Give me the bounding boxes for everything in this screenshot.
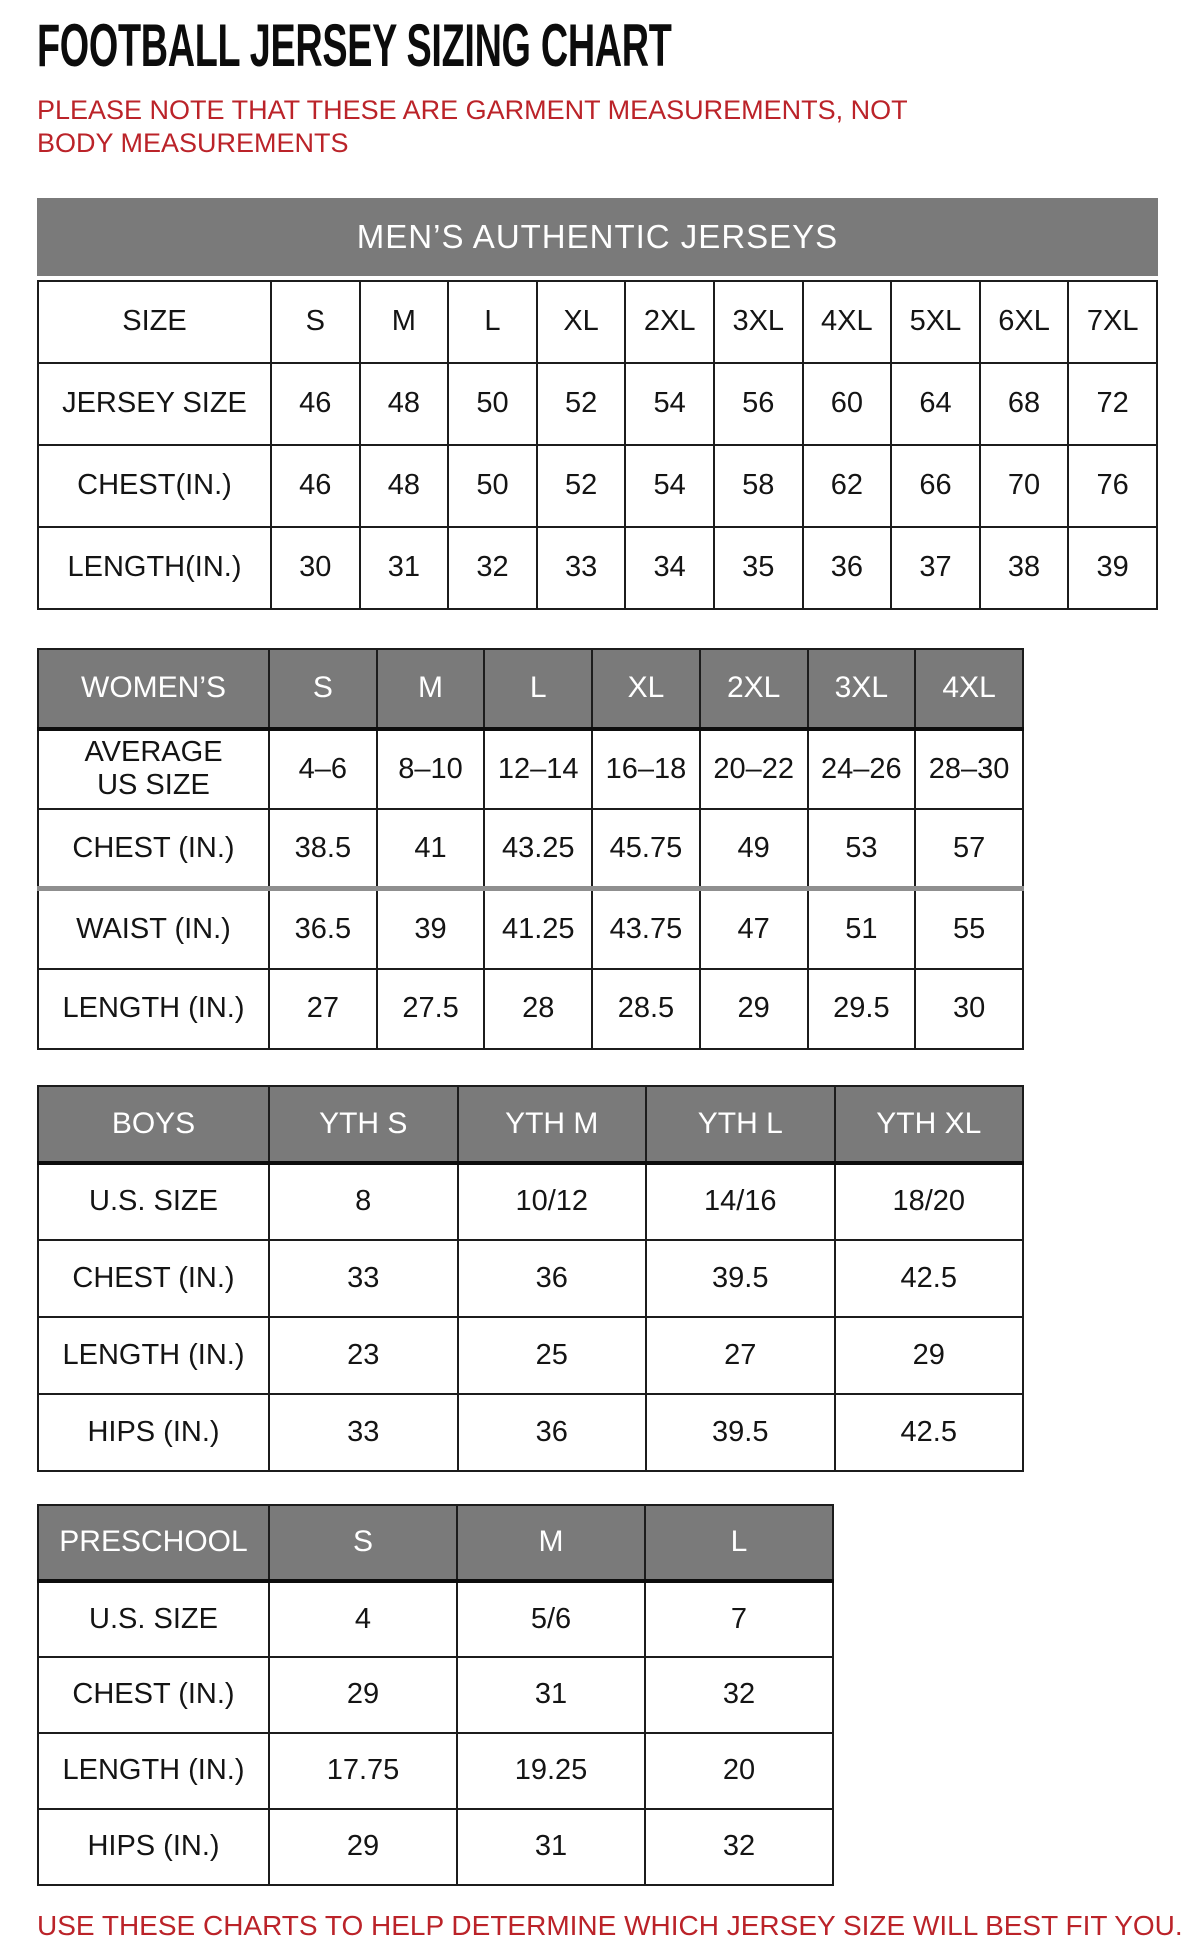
- value-cell: 28.5: [592, 969, 700, 1049]
- value-cell: 39.5: [646, 1240, 835, 1317]
- value-cell: 70: [980, 445, 1069, 527]
- value-cell: 4: [269, 1581, 457, 1657]
- table-title-cell: WOMEN’S: [38, 649, 269, 729]
- row-label: HIPS (IN.): [38, 1394, 269, 1471]
- value-cell: 33: [537, 527, 626, 609]
- value-cell: 36: [458, 1240, 647, 1317]
- row-label: HIPS (IN.): [38, 1809, 269, 1885]
- size-col-header: 4XL: [915, 649, 1023, 729]
- value-cell: 38: [980, 527, 1069, 609]
- table-row: [38, 1733, 833, 1809]
- value-cell: 52: [537, 445, 626, 527]
- value-cell: 12–14: [484, 729, 592, 809]
- value-cell: 62: [803, 445, 892, 527]
- value-cell: M: [360, 281, 449, 363]
- value-cell: 5XL: [891, 281, 980, 363]
- value-cell: 35: [714, 527, 803, 609]
- table-row: [38, 729, 1023, 809]
- value-cell: 25: [458, 1317, 647, 1394]
- value-cell: 27: [646, 1317, 835, 1394]
- value-cell: 46: [271, 445, 360, 527]
- value-cell: 23: [269, 1317, 458, 1394]
- mens-sizing-table: [37, 280, 1158, 610]
- value-cell: 55: [915, 889, 1023, 969]
- value-cell: 49: [700, 809, 808, 889]
- value-cell: 6XL: [980, 281, 1069, 363]
- value-cell: 38.5: [269, 809, 377, 889]
- size-col-header: XL: [592, 649, 700, 729]
- value-cell: 39: [1068, 527, 1157, 609]
- value-cell: 20–22: [700, 729, 808, 809]
- size-col-header: S: [269, 649, 377, 729]
- boys-sizing-table: [37, 1085, 1024, 1472]
- value-cell: 37: [891, 527, 980, 609]
- size-col-header: YTH S: [269, 1086, 458, 1163]
- value-cell: 10/12: [458, 1163, 647, 1240]
- table-row: [38, 527, 1157, 609]
- row-label: CHEST(IN.): [38, 445, 271, 527]
- value-cell: 29: [269, 1657, 457, 1733]
- value-cell: 41: [377, 809, 485, 889]
- size-col-header: L: [645, 1505, 833, 1581]
- table-title-cell: PRESCHOOL: [38, 1505, 269, 1581]
- row-label: CHEST (IN.): [38, 1657, 269, 1733]
- preschool-sizing-table: [37, 1504, 834, 1886]
- table-row: [38, 1240, 1023, 1317]
- value-cell: 18/20: [835, 1163, 1024, 1240]
- value-cell: 4–6: [269, 729, 377, 809]
- value-cell: 19.25: [457, 1733, 645, 1809]
- value-cell: 2XL: [625, 281, 714, 363]
- size-col-header: YTH XL: [835, 1086, 1024, 1163]
- value-cell: 48: [360, 363, 449, 445]
- size-col-header: L: [484, 649, 592, 729]
- mens-table-banner: MEN’S AUTHENTIC JERSEYS: [37, 198, 1158, 276]
- table-row: [38, 363, 1157, 445]
- value-cell: 42.5: [835, 1240, 1024, 1317]
- value-cell: 43.75: [592, 889, 700, 969]
- value-cell: 54: [625, 363, 714, 445]
- value-cell: 51: [808, 889, 916, 969]
- value-cell: 16–18: [592, 729, 700, 809]
- value-cell: 33: [269, 1394, 458, 1471]
- row-label: LENGTH (IN.): [38, 1733, 269, 1809]
- table-title-cell: BOYS: [38, 1086, 269, 1163]
- value-cell: 36: [803, 527, 892, 609]
- row-label: LENGTH (IN.): [38, 1317, 269, 1394]
- value-cell: 48: [360, 445, 449, 527]
- value-cell: 8: [269, 1163, 458, 1240]
- value-cell: 45.75: [592, 809, 700, 889]
- value-cell: 28: [484, 969, 592, 1049]
- value-cell: 30: [271, 527, 360, 609]
- table-row: [38, 1163, 1023, 1240]
- value-cell: 47: [700, 889, 808, 969]
- value-cell: 32: [448, 527, 537, 609]
- value-cell: 43.25: [484, 809, 592, 889]
- value-cell: 76: [1068, 445, 1157, 527]
- table-row: [38, 889, 1023, 969]
- size-col-header: M: [377, 649, 485, 729]
- value-cell: S: [271, 281, 360, 363]
- table-row: [38, 1394, 1023, 1471]
- table-row: [38, 1657, 833, 1733]
- value-cell: 17.75: [269, 1733, 457, 1809]
- row-label: CHEST (IN.): [38, 809, 269, 889]
- value-cell: 60: [803, 363, 892, 445]
- value-cell: 42.5: [835, 1394, 1024, 1471]
- table-row: [38, 1317, 1023, 1394]
- row-label: AVERAGE US SIZE: [38, 729, 269, 809]
- value-cell: 4XL: [803, 281, 892, 363]
- table-row: [38, 281, 1157, 363]
- value-cell: 31: [360, 527, 449, 609]
- table-row: [38, 809, 1023, 889]
- value-cell: 50: [448, 363, 537, 445]
- value-cell: 34: [625, 527, 714, 609]
- preschool-header-row: [38, 1505, 833, 1581]
- value-cell: 30: [915, 969, 1023, 1049]
- size-col-header: S: [269, 1505, 457, 1581]
- page-title: [37, 12, 1170, 79]
- size-col-header: 3XL: [808, 649, 916, 729]
- row-label: U.S. SIZE: [38, 1581, 269, 1657]
- row-label: LENGTH(IN.): [38, 527, 271, 609]
- row-label: LENGTH (IN.): [38, 969, 269, 1049]
- value-cell: 36: [458, 1394, 647, 1471]
- table-row: [38, 1581, 833, 1657]
- garment-measurement-note: PLEASE NOTE THAT THESE ARE GARMENT MEASUREMENTS, NOT BODY MEASUREMENTS: [37, 95, 908, 158]
- value-cell: 32: [645, 1657, 833, 1733]
- value-cell: 5/6: [457, 1581, 645, 1657]
- value-cell: 53: [808, 809, 916, 889]
- value-cell: 50: [448, 445, 537, 527]
- value-cell: 7: [645, 1581, 833, 1657]
- table-row: [38, 1809, 833, 1885]
- value-cell: 31: [457, 1809, 645, 1885]
- value-cell: 14/16: [646, 1163, 835, 1240]
- value-cell: 41.25: [484, 889, 592, 969]
- size-col-header: M: [457, 1505, 645, 1581]
- row-label: U.S. SIZE: [38, 1163, 269, 1240]
- value-cell: 52: [537, 363, 626, 445]
- size-col-header: 2XL: [700, 649, 808, 729]
- value-cell: 24–26: [808, 729, 916, 809]
- table-row: [38, 445, 1157, 527]
- row-label: JERSEY SIZE: [38, 363, 271, 445]
- value-cell: 54: [625, 445, 714, 527]
- value-cell: 46: [271, 363, 360, 445]
- fit-advice-note: USE THESE CHARTS TO HELP DETERMINE WHICH JERSEY SIZE WILL BEST FIT YOU.: [37, 1909, 1183, 1941]
- value-cell: 72: [1068, 363, 1157, 445]
- value-cell: 68: [980, 363, 1069, 445]
- row-label: WAIST (IN.): [38, 889, 269, 969]
- value-cell: 28–30: [915, 729, 1023, 809]
- row-label: CHEST (IN.): [38, 1240, 269, 1317]
- row-label: SIZE: [38, 281, 271, 363]
- value-cell: 32: [645, 1809, 833, 1885]
- page-title-text: FOOTBALL JERSEY SIZING CHART: [37, 12, 672, 79]
- value-cell: 33: [269, 1240, 458, 1317]
- value-cell: 29: [700, 969, 808, 1049]
- value-cell: L: [448, 281, 537, 363]
- boys-header-row: [38, 1086, 1023, 1163]
- value-cell: 8–10: [377, 729, 485, 809]
- value-cell: 64: [891, 363, 980, 445]
- value-cell: 29: [269, 1809, 457, 1885]
- value-cell: XL: [537, 281, 626, 363]
- size-col-header: YTH L: [646, 1086, 835, 1163]
- size-col-header: YTH M: [458, 1086, 647, 1163]
- value-cell: 57: [915, 809, 1023, 889]
- value-cell: 27: [269, 969, 377, 1049]
- value-cell: 36.5: [269, 889, 377, 969]
- value-cell: 27.5: [377, 969, 485, 1049]
- table-row: [38, 969, 1023, 1049]
- value-cell: 29.5: [808, 969, 916, 1049]
- womens-header-row: [38, 649, 1023, 729]
- value-cell: 58: [714, 445, 803, 527]
- value-cell: 66: [891, 445, 980, 527]
- value-cell: 7XL: [1068, 281, 1157, 363]
- value-cell: 29: [835, 1317, 1024, 1394]
- value-cell: 39.5: [646, 1394, 835, 1471]
- value-cell: 31: [457, 1657, 645, 1733]
- value-cell: 3XL: [714, 281, 803, 363]
- value-cell: 20: [645, 1733, 833, 1809]
- womens-sizing-table: [37, 648, 1024, 1050]
- value-cell: 56: [714, 363, 803, 445]
- value-cell: 39: [377, 889, 485, 969]
